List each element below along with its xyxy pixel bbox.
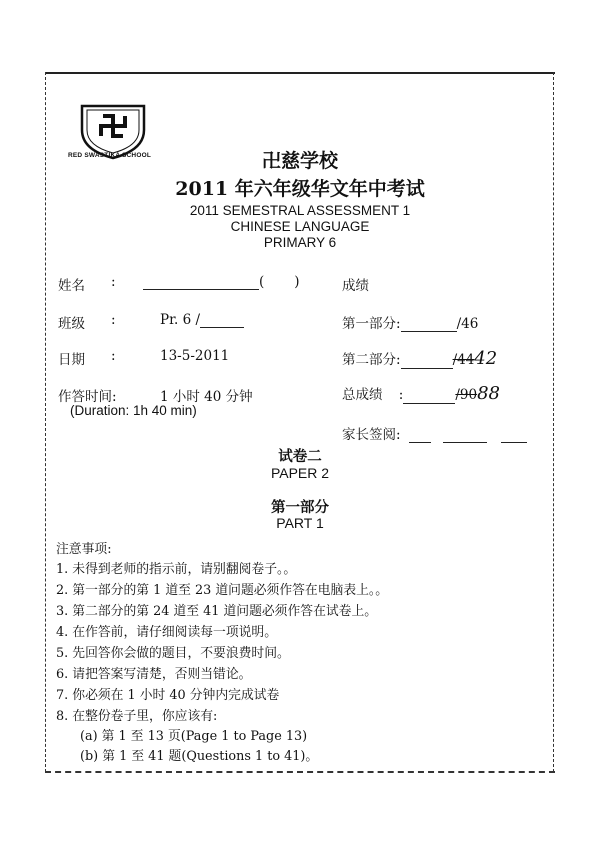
part1-label: 第一部分: — [342, 316, 401, 332]
name-colon: : — [111, 274, 116, 290]
instruction-item: 8. 在整份卷子里，你应该有: — [56, 709, 218, 724]
paper-title-cn: 试卷二 — [278, 448, 322, 465]
level-title-en: PRIMARY 6 — [263, 235, 337, 250]
instruction-subitem-a: (a) 第 1 至 13 页(Page 1 to Page 13) — [80, 729, 308, 744]
total-label: 总成绩 — [342, 387, 383, 403]
date-value: 13-5-2011 — [160, 348, 230, 364]
instruction-subitem-b: (b) 第 1 至 41 题(Questions 1 to 41)。 — [80, 749, 319, 764]
total-score-field[interactable] — [342, 383, 500, 404]
instruction-item: 6. 请把答案写清楚，否则当错论。 — [56, 667, 252, 682]
logo-caption: RED SWASTIKA SCHOOL — [68, 152, 152, 159]
swastika-icon — [101, 116, 125, 136]
class-label: 班级 — [58, 316, 85, 332]
name-field[interactable] — [143, 274, 300, 290]
part-title-en: PART 1 — [276, 515, 324, 531]
instruction-item: 1. 未得到老师的指示前，请别翻阅卷子。。 — [56, 562, 297, 577]
class-colon: : — [111, 312, 116, 328]
time-value: 1 小时 40 分钟 — [160, 389, 253, 405]
exam-title-en: 2011 SEMESTRAL ASSESSMENT 1 — [189, 203, 411, 218]
part-title-cn: 第一部分 — [271, 499, 329, 516]
instruction-item: 5. 先回答你会做的题目，不要浪费时间。 — [56, 646, 290, 661]
school-name-cn: 卍慈学校 — [261, 150, 338, 172]
total-score: 88 — [477, 383, 500, 404]
part2-label: 第二部分: — [342, 352, 401, 368]
total-total: /90 — [455, 387, 478, 403]
parent-label: 家长签阅: — [342, 427, 401, 443]
part2-total: /44 — [452, 352, 475, 368]
name-paren-open: ( — [259, 274, 265, 290]
part1-total: /46 — [456, 316, 479, 332]
part2-score: 42 — [474, 348, 498, 369]
frame-bottom — [45, 771, 555, 773]
instruction-item: 4. 在作答前，请仔细阅读每一项说明。 — [56, 625, 278, 640]
part2-score-field[interactable] — [342, 348, 497, 369]
part1-score-field[interactable] — [342, 312, 478, 332]
frame-top — [45, 72, 555, 74]
date-colon: : — [111, 348, 116, 364]
instruction-item: 3. 第二部分的第 24 道至 41 道问题必须作答在试卷上。 — [56, 604, 378, 619]
parent-signature-field[interactable] — [342, 423, 527, 443]
instructions-heading: 注意事项: — [56, 542, 112, 557]
paper-title-en: PAPER 2 — [270, 465, 330, 481]
time-label: 作答时间: — [58, 389, 117, 405]
subject-title-en: CHINESE LANGUAGE — [230, 219, 370, 234]
class-value: Pr. 6 / — [160, 312, 201, 328]
name-label: 姓名 — [58, 278, 85, 294]
class-field[interactable] — [160, 312, 244, 328]
exam-title-cn: 2011 年六年级华文年中考试 — [175, 178, 425, 200]
total-colon: : — [398, 387, 404, 403]
duration-en: (Duration: 1h 40 min) — [70, 403, 197, 418]
grade-label: 成绩 — [342, 278, 369, 294]
name-paren-close: ) — [294, 274, 300, 290]
instruction-item: 2. 第一部分的第 1 道至 23 道问题必须作答在电脑表上。。 — [56, 583, 389, 598]
instruction-item: 7. 你必须在 1 小时 40 分钟内完成试卷 — [56, 688, 280, 703]
date-label: 日期 — [58, 352, 85, 368]
